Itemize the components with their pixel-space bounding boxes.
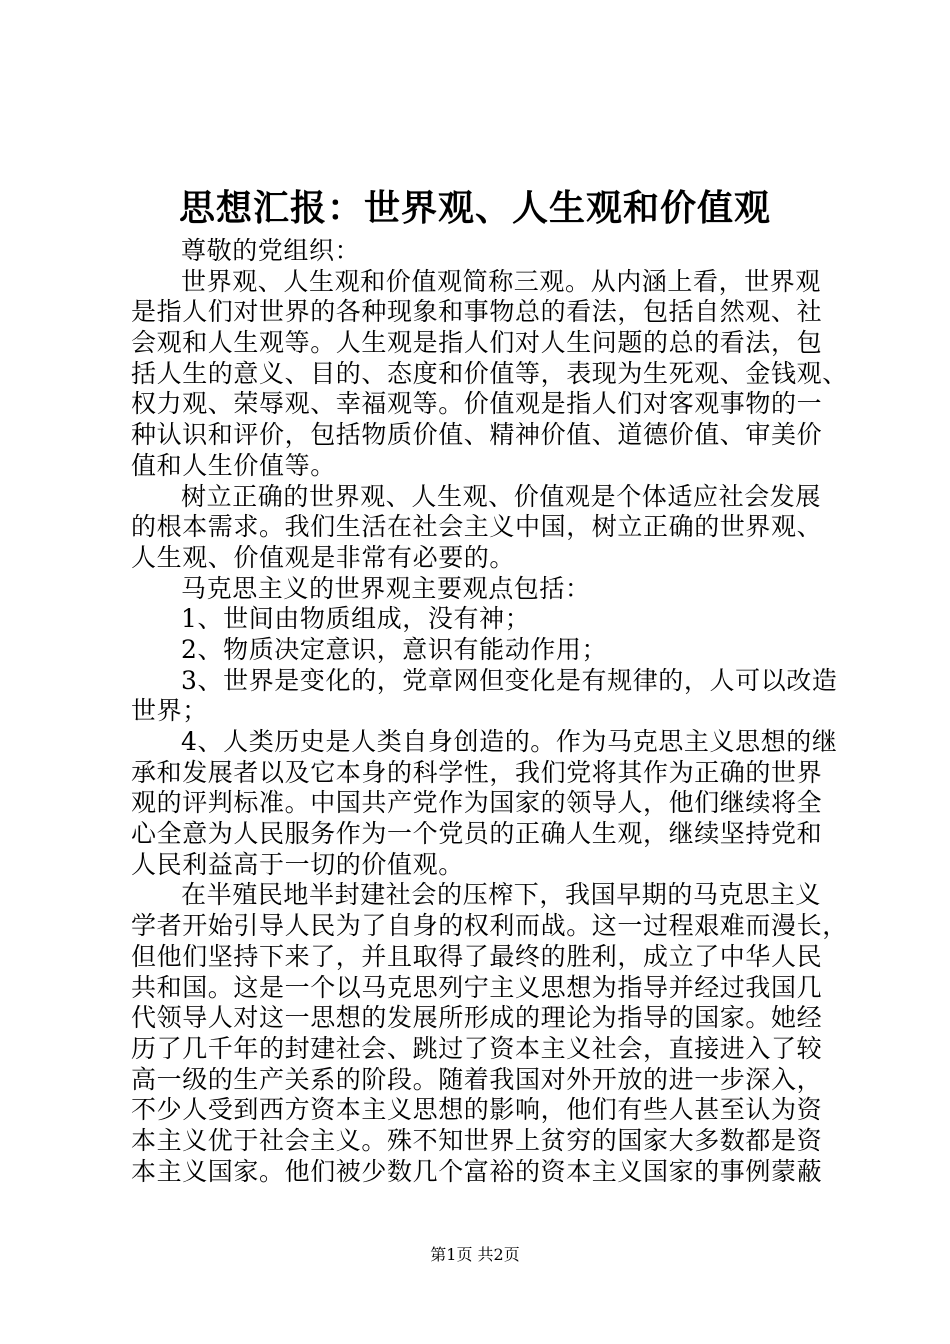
document-title: 思想汇报：世界观、人生观和价值观 [178, 187, 771, 229]
document-body [131, 236, 848, 1187]
paragraph-line: 高一级的生产关系的阶段。随着我国对外开放的进一步深入， [131, 1064, 823, 1094]
paragraph-line: 括人生的意义、目的、态度和价值等，表现为生死观、金钱观、 [131, 358, 848, 388]
paragraph-line: 共和国。这是一个以马克思列宁主义思想为指导并经过我国几 [131, 972, 823, 1002]
paragraph-line: 人民利益高于一切的价值观。 [131, 849, 464, 879]
list-item-line: 3、世界是变化的，党章网但变化是有规律的，人可以改造 [181, 665, 838, 695]
list-item-line: 世界； [131, 696, 208, 726]
paragraph-line: 观的评判标准。中国共产党作为国家的领导人，他们继续将全 [131, 788, 823, 818]
list-item-line: 2、物质决定意识，意识有能动作用； [181, 634, 608, 664]
paragraph-line: 人生观、价值观是非常有必要的。 [131, 542, 516, 572]
paragraph-line: 承和发展者以及它本身的科学性，我们党将其作为正确的世界 [131, 757, 823, 787]
paragraph-line: 权力观、荣辱观、幸福观等。价值观是指人们对客观事物的一 [131, 389, 823, 419]
paragraph-line: 会观和人生观等。人生观是指人们对人生问题的总的看法，包 [131, 328, 823, 358]
paragraph-line: 值和人生价值等。 [131, 450, 336, 480]
paragraph-line: 代领导人对这一思想的发展所形成的理论为指导的国家。她经 [131, 1003, 823, 1033]
page-footer: 第1页 共2页 [430, 1245, 520, 1264]
paragraph-line: 的根本需求。我们生活在社会主义中国，树立正确的世界观、 [131, 512, 823, 542]
salutation-line: 尊敬的党组织： [181, 236, 361, 265]
list-item-line: 1、世间由物质组成，没有神； [181, 604, 531, 634]
paragraph-line: 在半殖民地半封建社会的压榨下，我国早期的马克思主义 [181, 880, 822, 910]
paragraph-line: 本主义优于社会主义。殊不知世界上贫穷的国家大多数都是资 [131, 1125, 823, 1155]
paragraph-line: 学者开始引导人民为了自身的权利而战。这一过程艰难而漫长， [131, 911, 848, 941]
paragraph-line: 树立正确的世界观、人生观、价值观是个体适应社会发展 [181, 481, 822, 511]
paragraph-line: 但他们坚持下来了，并且取得了最终的胜利，成立了中华人民 [131, 941, 823, 971]
paragraph-line: 是指人们对世界的各种现象和事物总的看法，包括自然观、社 [131, 297, 823, 327]
list-item-line: 4、人类历史是人类自身创造的。作为马克思主义思想的继 [181, 727, 838, 756]
paragraph-line: 世界观、人生观和价值观简称三观。从内涵上看，世界观 [181, 266, 822, 296]
paragraph-line: 本主义国家。他们被少数几个富裕的资本主义国家的事例蒙蔽 [131, 1156, 823, 1186]
paragraph-line: 不少人受到西方资本主义思想的影响，他们有些人甚至认为资 [131, 1095, 823, 1125]
paragraph-line: 种认识和评价，包括物质价值、精神价值、道德价值、审美价 [131, 420, 823, 450]
paragraph-line: 马克思主义的世界观主要观点包括： [181, 573, 591, 603]
paragraph-line: 心全意为人民服务作为一个党员的正确人生观，继续坚持党和 [131, 819, 823, 849]
paragraph-line: 历了几千年的封建社会、跳过了资本主义社会，直接进入了较 [131, 1033, 823, 1063]
